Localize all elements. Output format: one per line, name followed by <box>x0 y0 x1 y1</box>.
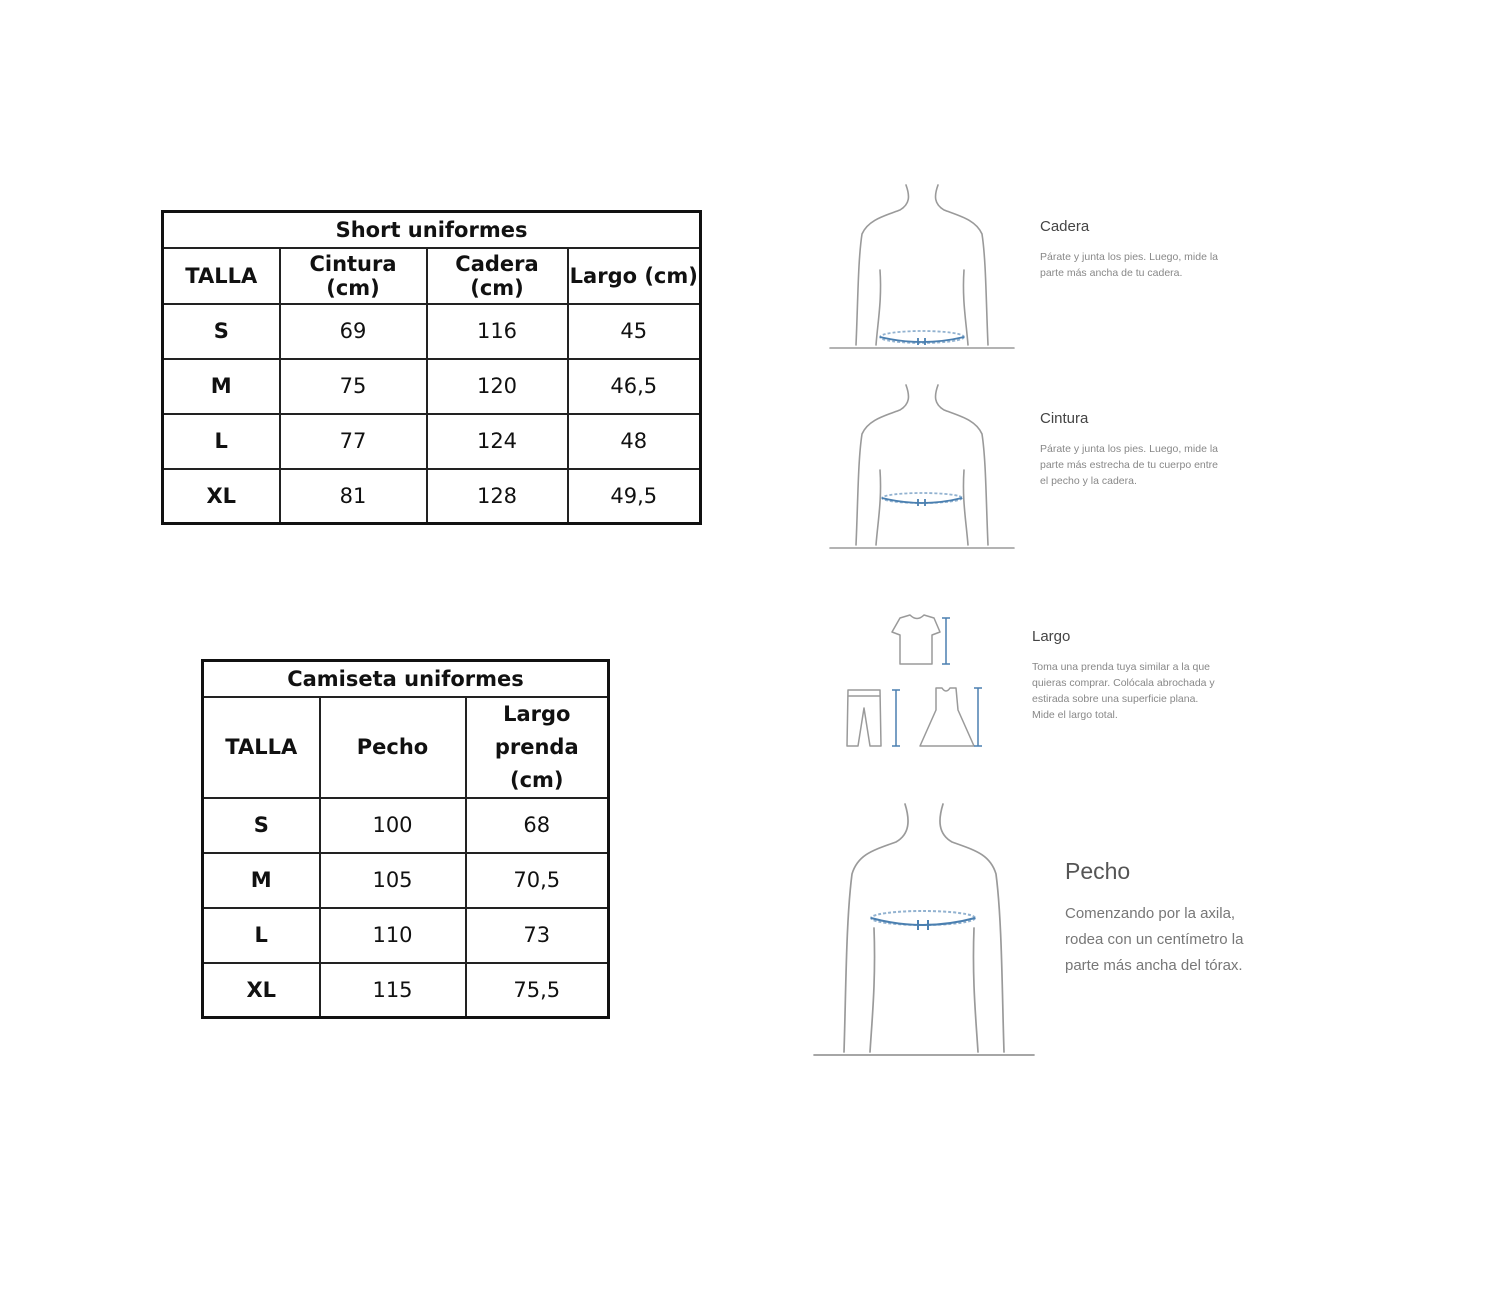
camiseta-size-table <box>201 659 610 1019</box>
value-cell: 120 <box>427 359 568 414</box>
value-cell: 115 <box>320 963 466 1018</box>
table-row <box>163 469 701 524</box>
value-cell: 75 <box>280 359 427 414</box>
value-cell: 73 <box>466 908 609 963</box>
value-cell: 70,5 <box>466 853 609 908</box>
short-header-cintura: Cintura (cm) <box>280 248 427 304</box>
hip-guide <box>1040 218 1225 281</box>
value-cell: 105 <box>320 853 466 908</box>
value-cell: 45 <box>568 304 701 359</box>
size-cell: XL <box>203 963 320 1018</box>
value-cell: 128 <box>427 469 568 524</box>
table-row <box>203 963 609 1018</box>
length-guide <box>1032 628 1217 723</box>
value-cell: 68 <box>466 798 609 853</box>
value-cell: 81 <box>280 469 427 524</box>
hip-guide-title: Cadera <box>1040 218 1090 235</box>
camiseta-header-pecho: Pecho <box>320 697 466 798</box>
length-guide-text: Toma una prenda tuya similar a la que quieras comprar. Colócala abrochada y estirada sobre una superficie plana. Mide el largo total. <box>1032 661 1215 721</box>
waist-guide-text: Párate y junta los pies. Luego, mide la parte más estrecha de tu cuerpo entre el pecho y la cadera. <box>1040 443 1219 487</box>
short-header-largo: Largo (cm) <box>568 248 701 304</box>
waist-guide-title: Cintura <box>1040 410 1089 427</box>
size-cell: L <box>163 414 280 469</box>
camiseta-header-largo: Largo prenda (cm) <box>466 697 609 798</box>
value-cell: 110 <box>320 908 466 963</box>
waist-measure-figure-icon <box>828 380 1020 555</box>
size-cell: XL <box>163 469 280 524</box>
short-header-cadera: Cadera (cm) <box>427 248 568 304</box>
value-cell: 69 <box>280 304 427 359</box>
short-table-title: Short uniformes <box>163 212 701 248</box>
garment-length-figure-icon <box>840 610 990 758</box>
chest-guide-text: Comenzando por la axila, rodea con un centímetro la parte más ancha del tórax. <box>1065 905 1244 974</box>
size-cell: S <box>163 304 280 359</box>
table-row <box>163 304 701 359</box>
table-row <box>163 359 701 414</box>
chest-measure-figure-icon <box>810 800 1038 1062</box>
hip-measure-figure-icon <box>828 180 1020 355</box>
value-cell: 48 <box>568 414 701 469</box>
value-cell: 46,5 <box>568 359 701 414</box>
value-cell: 75,5 <box>466 963 609 1018</box>
value-cell: 49,5 <box>568 469 701 524</box>
chest-guide-title: Pecho <box>1065 858 1131 884</box>
short-size-table <box>161 210 702 525</box>
value-cell: 100 <box>320 798 466 853</box>
table-row <box>203 853 609 908</box>
value-cell: 124 <box>427 414 568 469</box>
value-cell: 116 <box>427 304 568 359</box>
chest-guide <box>1065 858 1265 979</box>
size-cell: L <box>203 908 320 963</box>
size-cell: M <box>163 359 280 414</box>
size-cell: S <box>203 798 320 853</box>
value-cell: 77 <box>280 414 427 469</box>
table-row <box>203 798 609 853</box>
table-row <box>163 414 701 469</box>
size-cell: M <box>203 853 320 908</box>
table-row <box>203 908 609 963</box>
camiseta-table-title: Camiseta uniformes <box>203 661 609 697</box>
hip-guide-text: Párate y junta los pies. Luego, mide la parte más ancha de tu cadera. <box>1040 251 1219 279</box>
short-header-talla: TALLA <box>163 248 280 304</box>
length-guide-title: Largo <box>1032 628 1071 645</box>
waist-guide <box>1040 410 1225 489</box>
camiseta-header-talla: TALLA <box>203 697 320 798</box>
